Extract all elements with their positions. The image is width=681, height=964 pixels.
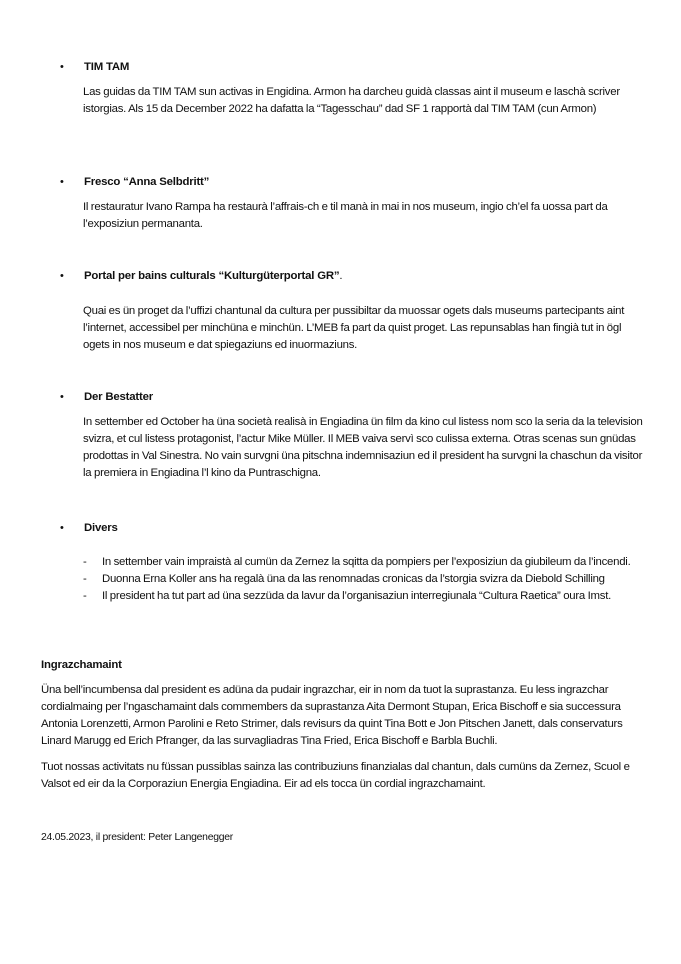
section-body-bestatter: In settember ed October ha üna società realisà in Engiadina ün film da kino cul listess nom sco la seria da la television svizra, et cul listess protagonist, l’actur Mike Müller. Il MEB vaiva servì sco culissa externa. Otras scenas sun gnüdas prodottas in Val Sinestra. No vain survgni üna pitschna indemnisaziun ed il president ha survgni la chaschun da visitor la premiera in Engiadina l’l kino da Puntraschigna.	[83, 416, 643, 479]
thanks-paragraph-1: Üna bell’incumbensa dal president es adüna da pudair ingrazchar, eir in nom da tuot la suprastanza. Eu less ingrazchar cordialmaing per l’ngaschamaint dals commembers da suprastanza Aita Dermont Stupan, Erica Bischoff e sia successura Antonia Lorenzetti, Armon Parolini e Reto Strimer, dals revisurs da quint Tina Bott e Jon Pitschen Janett, dals conservaturs Linard Marugg ed Erich Pfranger, da las survagliadras Tina Fried, Erica Bischoff e Barbla Buchli.	[41, 684, 623, 747]
section-body-fresco: Il restauratur Ivano Rampa ha restaurà l’affrais-ch e til manà in mai in nos museum, ingio ch’el fa uossa part da l’exposiziun permananta.	[83, 201, 608, 230]
list-item	[83, 554, 643, 571]
section-title-wrap	[84, 268, 342, 285]
bullet-icon: •	[60, 270, 64, 282]
section-title: Divers	[84, 522, 118, 534]
list-item	[83, 571, 643, 588]
list-item-text: Duonna Erna Koller ans ha regalà üna da las renomnadas cronicas da l’storgia svizra da Diebold Schilling	[102, 573, 605, 585]
bullet-icon: •	[60, 61, 64, 73]
list-item-text: In settember vain impraistà al cumün da Zernez la sqitta da pompiers per l’exposiziun da giubileum da l’incendi.	[102, 556, 631, 568]
thanks-title: Ingrazchamaint	[41, 659, 122, 671]
dash-icon: -	[83, 590, 87, 602]
list-item-text: Il president ha tut part ad üna sezzüda da lavur da l’organisaziun interregiunala “Cultura Raetica” oura Imst.	[102, 590, 612, 602]
divers-list	[83, 554, 643, 605]
dash-icon: -	[83, 556, 87, 568]
section-title: Der Bestatter	[84, 391, 153, 403]
thanks-paragraph-2: Tuot nossas activitats nu füssan pussiblas sainza las contribuziuns finanzialas dal chantun, dals cumüns da Zernez, Scuol e Valsot ed eir da la Corporaziun Energia Engiadina. Eir ad els tocca ün cordial ingrazchamaint.	[41, 761, 630, 790]
section-body-tim-tam: Las guidas da TIM TAM sun activas in Engidina. Armon ha darcheu guidà classas aint il museum e laschà scriver istorgias. Als 15 da December 2022 ha dafatta la “Tagesschau” dad SF 1 rapportà dal TIM TAM (cun Armon)	[83, 86, 620, 115]
bullet-icon: •	[60, 391, 64, 403]
section-title: TIM TAM	[84, 61, 130, 73]
list-item	[83, 588, 643, 605]
section-title-suffix: .	[339, 270, 343, 282]
section-title: Portal per bains culturals “Kulturgüterportal GR”	[84, 270, 340, 282]
bullet-icon: •	[60, 176, 64, 188]
section-body-portal: Quai es ün proget da l’uffizi chantunal da cultura per pussibiltar da muossar ogets dals museums partecipants aint l’internet, accessibel per minchüna e minchün. L’MEB fa part da quist proget. Las repunsablas han fingià tut in ögl ogets in nos museum e dat spiegaziuns ed inuormaziuns.	[83, 305, 625, 351]
signature-line: 24.05.2023, il president: Peter Langenegger	[41, 832, 234, 843]
bullet-icon: •	[60, 522, 64, 534]
section-title: Fresco “Anna Selbdritt”	[84, 176, 210, 188]
dash-icon: -	[83, 573, 87, 585]
